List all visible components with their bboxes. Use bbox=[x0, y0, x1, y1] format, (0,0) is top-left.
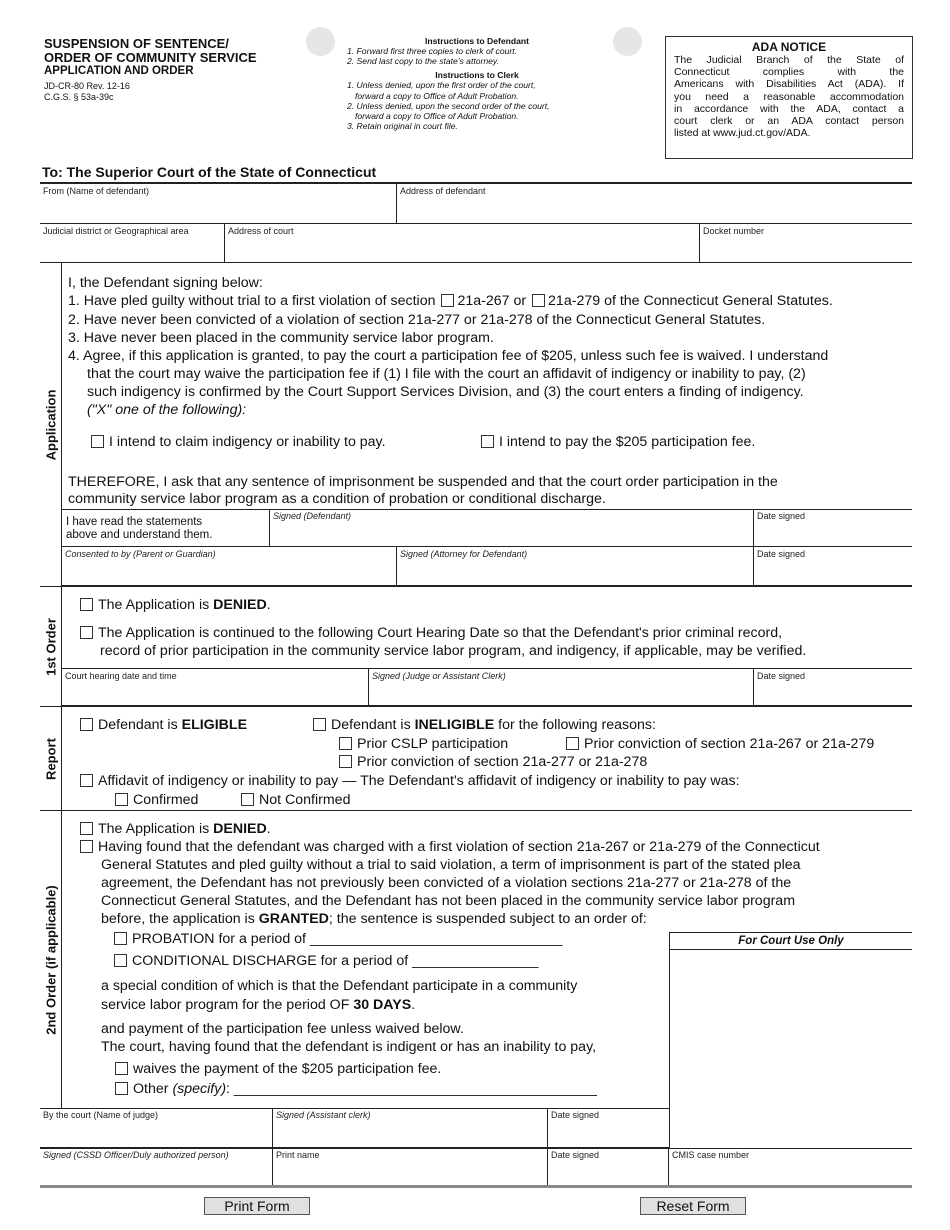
ineligible-option: Defendant is INELIGIBLE for the following reasons: bbox=[313, 716, 656, 734]
conditional-discharge-checkbox[interactable] bbox=[114, 954, 127, 967]
court-use-only-title: For Court Use Only bbox=[670, 933, 912, 950]
prior-267-279-checkbox[interactable] bbox=[566, 737, 579, 750]
prior-cslp-option: Prior CSLP participation bbox=[339, 735, 508, 753]
prior-277-278-option: Prior conviction of section 21a-277 or 21a-278 bbox=[339, 753, 647, 771]
form-title: SUSPENSION OF SENTENCE/ ORDER OF COMMUNITY SERVICE APPLICATION AND ORDER JD-CR-80 Rev. 12-16 C.G.S. § 53a-39c bbox=[44, 36, 257, 102]
report-end-rule bbox=[40, 810, 912, 811]
signed-judge-field[interactable]: Signed (Judge or Assistant Clerk) bbox=[369, 669, 754, 706]
section-report: Report bbox=[40, 707, 62, 810]
probation-checkbox[interactable] bbox=[114, 932, 127, 945]
application-item-1: 1. Have pled guilty without trial to a first violation of section 21a-267 or 21a-279 of the Connecticut General Statutes. bbox=[68, 293, 833, 309]
section-21a-279-checkbox[interactable] bbox=[532, 294, 545, 307]
from-field[interactable]: From (Name of defendant) bbox=[40, 184, 397, 224]
confirmed-option: Confirmed bbox=[115, 791, 198, 809]
waives-option: waives the payment of the $205 participation fee. bbox=[115, 1060, 441, 1078]
section-application: Application bbox=[40, 263, 62, 586]
first-order-continued-option: The Application is continued to the following Court Hearing Date so that the Defendant's prior criminal record, record of prior participation in the community service labor program, and indigency, if applicable, may be verified. bbox=[80, 624, 806, 660]
probation-option: PROBATION for a period of ________________________________ bbox=[114, 930, 562, 948]
consented-by-field[interactable]: Consented to by (Parent or Guardian) bbox=[62, 547, 397, 586]
first-order-continued-checkbox[interactable] bbox=[80, 626, 93, 639]
ada-notice: ADA NOTICE The Judicial Branch of the State of Connecticut complies with the Americans with Disabilities Act (ADA). If you need a reasonable accommodation in accordance with the ADA, contact a court clerk or an ADA contact person listed at www.jud.ct.gov/ADA. bbox=[665, 36, 913, 159]
signed-defendant-field[interactable]: Signed (Defendant) bbox=[269, 509, 754, 547]
other-option: Other (specify): ______________________________________________ bbox=[115, 1080, 597, 1098]
prior-267-279-option: Prior conviction of section 21a-267 or 21a-279 bbox=[566, 735, 874, 753]
application-end-rule bbox=[40, 586, 912, 587]
signed-attorney-field[interactable]: Signed (Attorney for Defendant) bbox=[397, 547, 754, 586]
date-signed-attorney-field[interactable]: Date signed bbox=[754, 547, 912, 586]
print-name-field[interactable]: Print name bbox=[273, 1148, 548, 1186]
date-signed-clerk-field[interactable]: Date signed bbox=[548, 1108, 669, 1148]
print-form-button[interactable]: Print Form bbox=[204, 1197, 310, 1215]
decorative-circle-right bbox=[613, 27, 642, 56]
court-use-only-box bbox=[669, 932, 912, 1148]
prior-cslp-checkbox[interactable] bbox=[339, 737, 352, 750]
ineligible-checkbox[interactable] bbox=[313, 718, 326, 731]
therefore-statement: THEREFORE, I ask that any sentence of imprisonment be suspended and that the court order participation in the community service labor program as a condition of probation or conditional discharge. bbox=[68, 474, 778, 507]
address-defendant-field[interactable]: Address of defendant bbox=[397, 184, 912, 224]
not-confirmed-option: Not Confirmed bbox=[241, 791, 350, 809]
cmis-case-number-field[interactable]: CMIS case number bbox=[672, 1150, 750, 1160]
second-order-granted-checkbox[interactable] bbox=[80, 840, 93, 853]
reset-form-button[interactable]: Reset Form bbox=[640, 1197, 746, 1215]
application-item-4: 4. Agree, if this application is granted, to pay the court a participation fee of $205, unless such fee is waived. I understand that the court may waive the participation fee if (1) I file with the court an affidavit of indigency or inability to pay, (2) such indigency is confirmed by the Court Support Services Division, and (3) the court enters a finding of indigency. ("X" one of the following): bbox=[68, 348, 829, 418]
waives-checkbox[interactable] bbox=[115, 1062, 128, 1075]
application-item-3: 3. Have never been placed in the community service labor program. bbox=[68, 330, 494, 346]
section-2nd-order: 2nd Order (if applicable) bbox=[40, 811, 62, 1108]
affidavit-option: Affidavit of indigency or inability to pay — The Defendant's affidavit of indigency or inability to pay was: bbox=[80, 772, 740, 790]
to-line: To: The Superior Court of the State of Connecticut bbox=[42, 164, 377, 180]
pay-fee-checkbox[interactable] bbox=[481, 435, 494, 448]
other-checkbox[interactable] bbox=[115, 1082, 128, 1095]
eligible-checkbox[interactable] bbox=[80, 718, 93, 731]
not-confirmed-checkbox[interactable] bbox=[241, 793, 254, 806]
by-court-field[interactable]: By the court (Name of judge) bbox=[40, 1108, 273, 1148]
affidavit-checkbox[interactable] bbox=[80, 774, 93, 787]
read-statements: I have read the statements above and understand them. bbox=[66, 516, 213, 541]
date-signed-defendant-field[interactable]: Date signed bbox=[754, 509, 912, 547]
eligible-option: Defendant is ELIGIBLE bbox=[80, 716, 247, 734]
address-court-field[interactable]: Address of court bbox=[225, 224, 700, 263]
defendant-instructions: Instructions to Defendant 1. Forward first three copies to clerk of court. 2. Send last copy to the state's attorney. Instructions to Clerk 1. Unless denied, upon the first order of the court, forward a copy to Office of Adult Probation. 2. Unless denied, upon the second order of the court, forward a copy to Office of Adult Probation. 3. Retain original in court file. bbox=[347, 36, 550, 132]
footer-rule bbox=[40, 1185, 912, 1188]
claim-indigency-checkbox[interactable] bbox=[91, 435, 104, 448]
special-condition: a special condition of which is that the Defendant participate in a community service labor program for the period OF 30 DAYS. bbox=[101, 978, 578, 1013]
second-order-denied-option: The Application is DENIED. bbox=[80, 820, 271, 838]
court-hearing-date-field[interactable]: Court hearing date and time bbox=[62, 669, 369, 706]
section-1st-order: 1st Order bbox=[40, 587, 62, 706]
first-order-end-rule bbox=[40, 706, 912, 707]
first-order-denied-checkbox[interactable] bbox=[80, 598, 93, 611]
docket-number-field[interactable]: Docket number bbox=[700, 224, 912, 263]
prior-277-278-checkbox[interactable] bbox=[339, 755, 352, 768]
claim-indigency-option: I intend to claim indigency or inability to pay. bbox=[91, 433, 386, 451]
confirmed-checkbox[interactable] bbox=[115, 793, 128, 806]
date-signed-judge-field[interactable]: Date signed bbox=[754, 669, 912, 706]
conditional-discharge-option: CONDITIONAL DISCHARGE for a period of ________________ bbox=[114, 952, 538, 970]
second-order-denied-checkbox[interactable] bbox=[80, 822, 93, 835]
decorative-circle-left bbox=[306, 27, 335, 56]
pay-fee-option: I intend to pay the $205 participation fee. bbox=[481, 433, 755, 451]
first-order-denied-option: The Application is DENIED. bbox=[80, 596, 271, 614]
signed-cssd-field[interactable]: Signed (CSSD Officer/Duly authorized person) bbox=[40, 1148, 273, 1186]
application-intro: I, the Defendant signing below: bbox=[68, 275, 263, 291]
signed-assistant-clerk-field[interactable]: Signed (Assistant clerk) bbox=[273, 1108, 548, 1148]
application-item-2: 2. Have never been convicted of a violation of section 21a-277 or 21a-278 of the Connecticut General Statutes. bbox=[68, 312, 766, 328]
second-order-granted-option: Having found that the defendant was charged with a first violation of section 21a-267 or 21a-279 of the Connecticut General Statutes and pled guilty without a trial to said violation, a term of imprisonment is part of the stated plea agreement, the Defendant has not previously been convicted of a violation sections 21a-277 or 21a-278 of the Connecticut General Statutes, and the Defendant has not been placed in the community service labor program before, the application is GRANTED; the sentence is suspended subject to an order of: bbox=[80, 838, 820, 928]
payment-statement: and payment of the participation fee unless waived below. The court, having found that the defendant is indigent or has an inability to pay, bbox=[101, 1021, 597, 1055]
judicial-district-field[interactable]: Judicial district or Geographical area bbox=[40, 224, 225, 263]
section-21a-267-checkbox[interactable] bbox=[441, 294, 454, 307]
date-signed-cssd-field[interactable]: Date signed bbox=[548, 1148, 669, 1186]
